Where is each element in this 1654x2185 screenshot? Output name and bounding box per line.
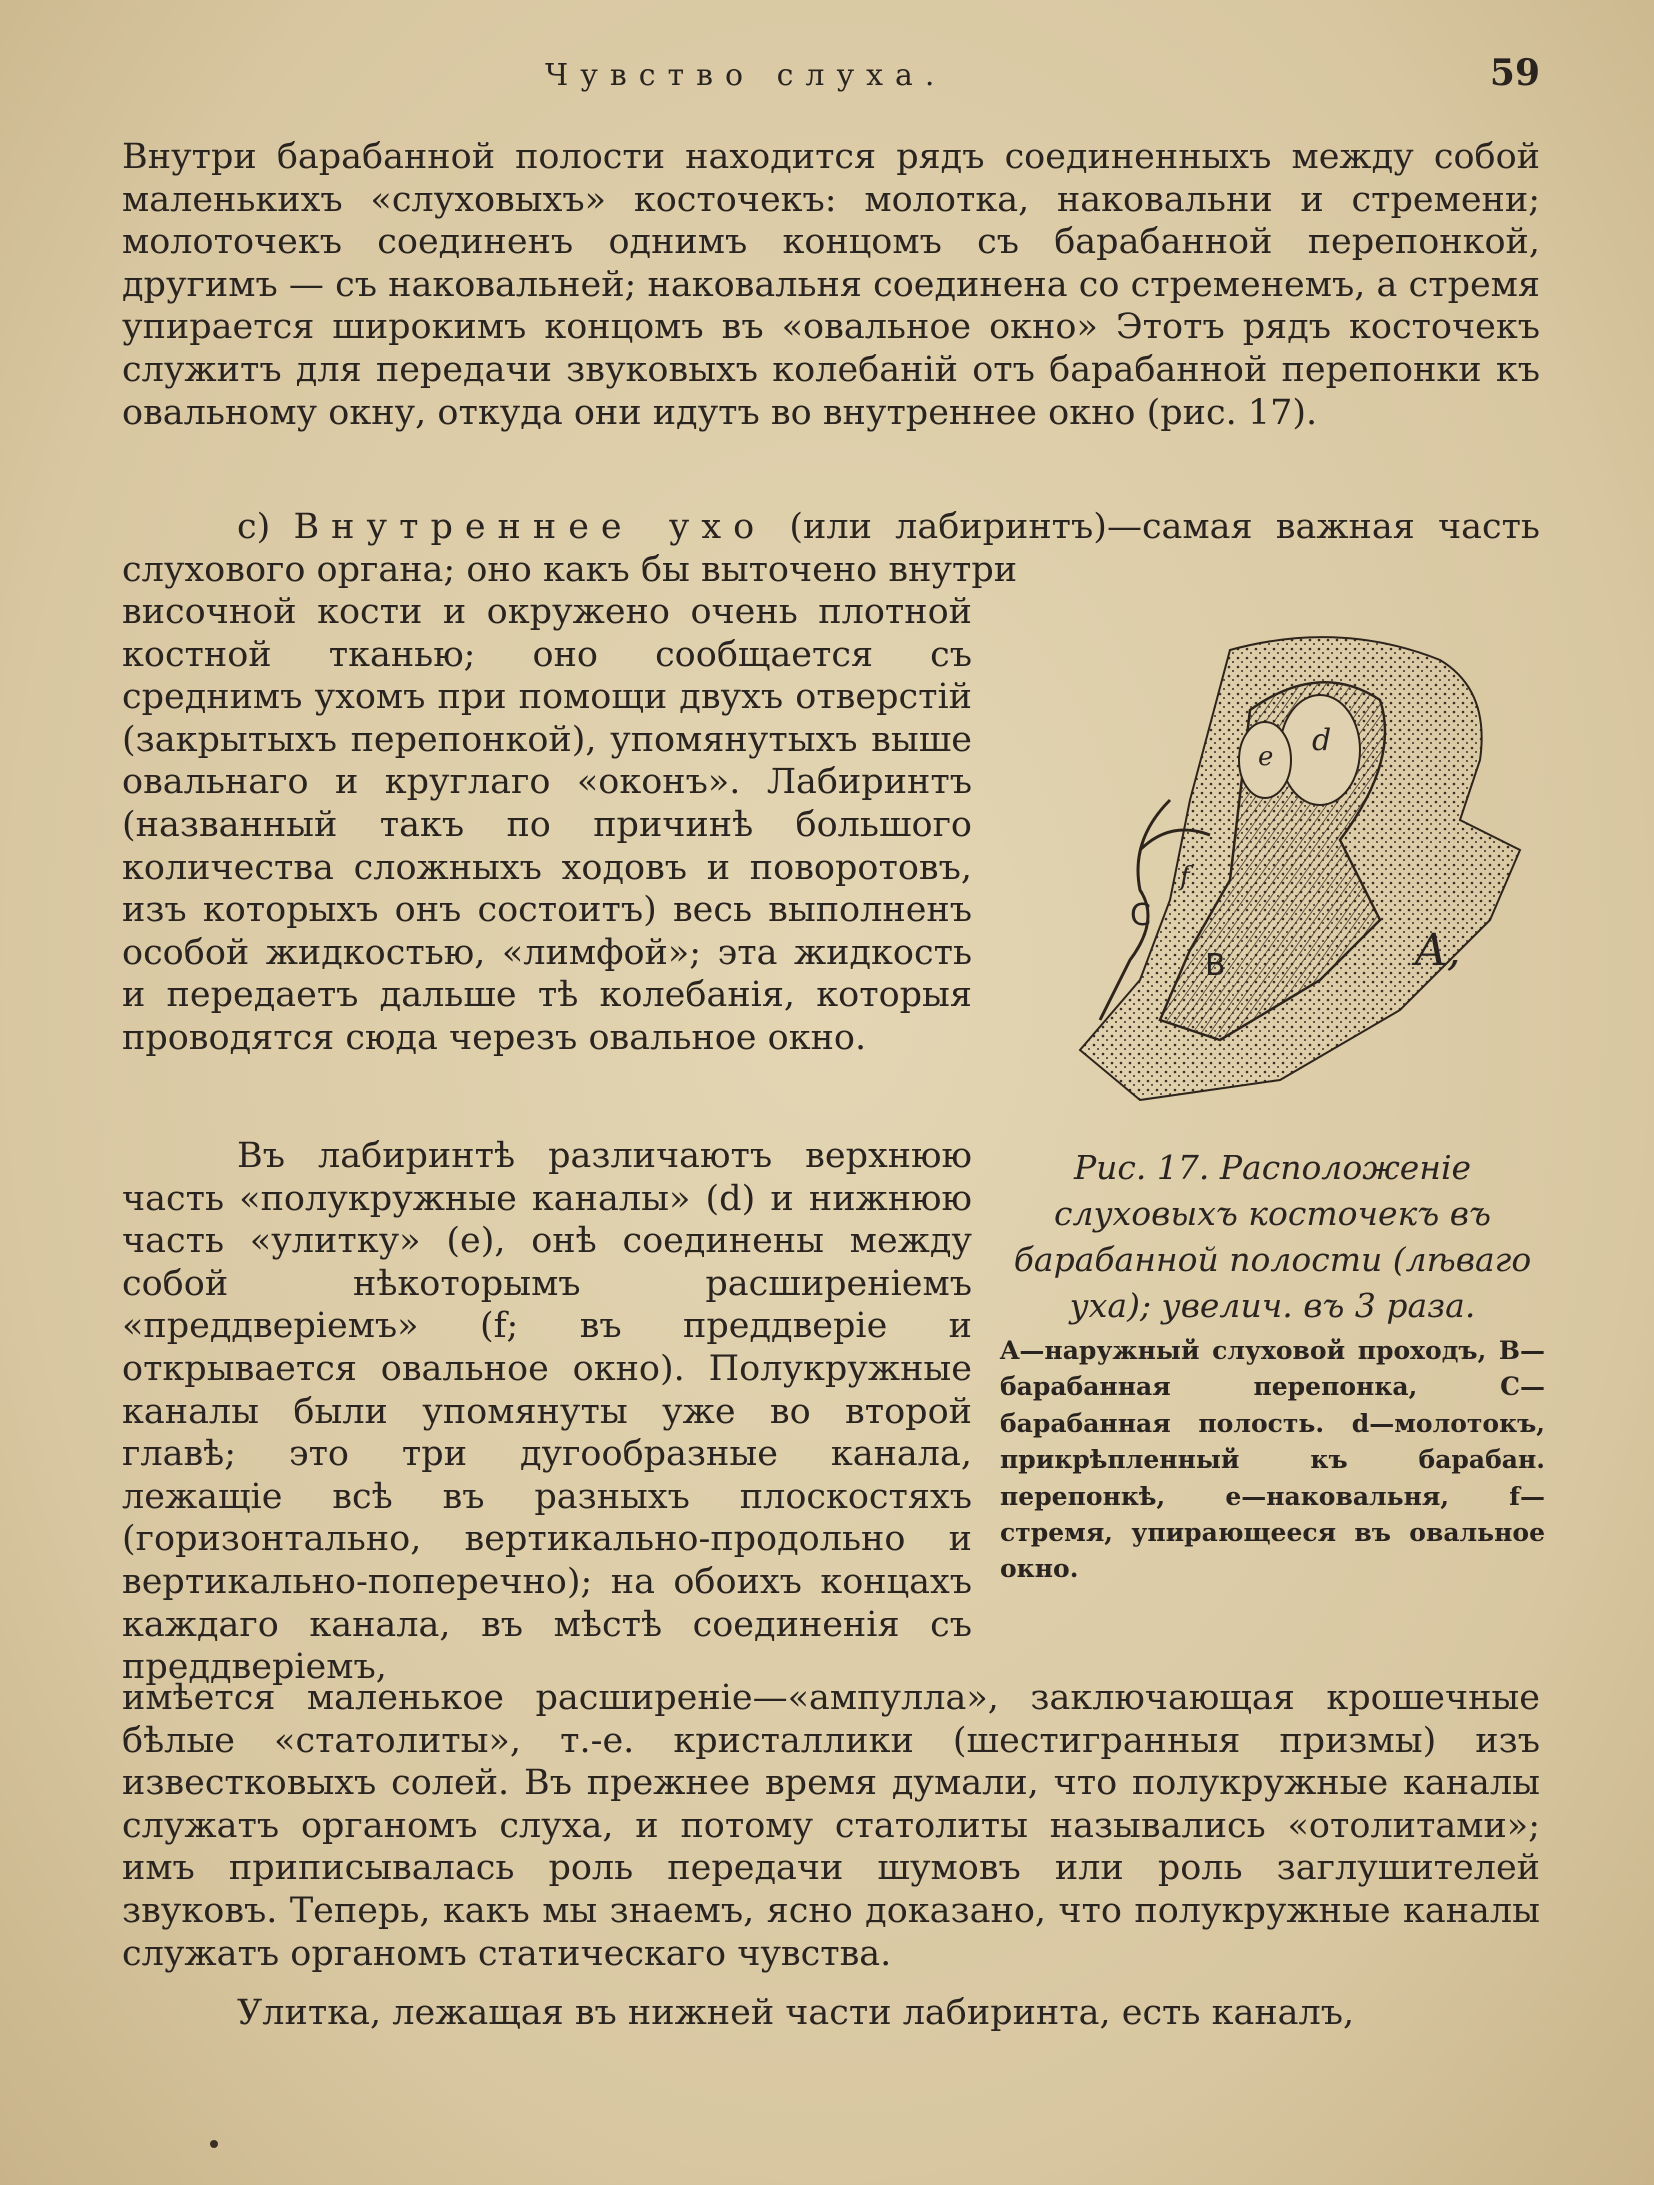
page-header bbox=[120, 52, 1540, 102]
label-e: e bbox=[1258, 742, 1274, 772]
section-label: c) bbox=[237, 507, 271, 547]
ear-illustration bbox=[1020, 620, 1540, 1120]
paragraph-inner-ear-body: височной кости и окружено очень плотной костной тканью; оно сообщается съ среднимъ ухомъ при помощи двухъ отверстій (закрытыхъ перепонкой), упомянутыхъ выше овальнаго и круглаго «оконъ». Лабиринтъ (названный такъ по причинѣ большого количества сложныхъ ходовъ и поворотовъ, изъ которыхъ онъ состоитъ) весь выполненъ особой жидкостью, «лимфой»; эта жидкость и передаетъ дальше тѣ колебанія, которыя проводятся сюда черезъ овальное окно. bbox=[122, 592, 972, 1058]
label-B: B bbox=[1205, 948, 1226, 983]
figure-caption-legend: A—наружный слуховой проходъ, B—барабанная перепонка, C—барабанная полость. d—молотокъ, прикрѣпленный къ барабан. перепонкѣ, e—наковальня, f—стремя, упирающееся въ овальное окно. bbox=[1000, 1336, 1545, 1584]
page-number: 59 bbox=[1489, 52, 1540, 94]
section-heading: Внутреннее ухо bbox=[293, 507, 767, 547]
label-C: C bbox=[1130, 898, 1151, 933]
label-d: d bbox=[1312, 723, 1332, 758]
paragraph-cochlea: Улитка, лежащая въ нижней части лабиринта, есть каналъ, bbox=[237, 1993, 1355, 2033]
paragraph-ossicles: Внутри барабанной полости находится рядъ соединенныхъ между собой маленькихъ «слуховыхъ» косточекъ: молотка, наковальни и стремени; молоточекъ соединенъ однимъ концомъ съ барабанной перепонкой, другимъ — съ наковальней; наковальня соединена со стременемъ, а стремя упирается широкимъ концомъ въ «овальное окно» Этотъ рядъ косточекъ служитъ для передачи звуковыхъ колебаній отъ барабанной перепонки къ овальному окну, откуда они идутъ во внутреннее окно (рис. 17). bbox=[122, 137, 1540, 433]
paragraph-statoliths: имѣется маленькое расширеніе—«ампулла», заключающая крошечные бѣлые «статолиты», т.-е. кристаллики (шестигранныя призмы) изъ известковыхъ солей. Въ прежнее время думали, что полукружные каналы служатъ органомъ слуха, и потому статолиты назывались «отолитами»; имъ приписывалась роль передачи шумовъ или роль заглушителей звуковъ. Теперь, какъ мы знаемъ, ясно доказано, что полукружные каналы служатъ органомъ статическаго чувства. bbox=[122, 1678, 1540, 1974]
paragraph-inner-ear-lead bbox=[122, 506, 1540, 591]
figure-caption-title: Рис. 17. Расположеніе слуховыхъ косточекъ въ барабанной полости (лѣваго уха); увелич. въ 3 раза. bbox=[1013, 1148, 1532, 1325]
section-lead-text: (или лабиринтъ)—самая важная часть слухового органа; оно какъ бы выточено внутри bbox=[122, 507, 1540, 590]
print-speck bbox=[210, 2140, 218, 2148]
label-A: A, bbox=[1415, 925, 1461, 976]
running-title: Чувство слуха. bbox=[545, 58, 947, 93]
paragraph-labyrinth-parts: Въ лабиринтѣ различаютъ верхнюю часть «полукружные каналы» (d) и нижнюю часть «улитку» (e), онѣ соединены между собой нѣкоторымъ расширеніемъ «преддверіемъ» (f; въ преддверіе и открывается овальное окно). Полукружные каналы были упомянуты уже во второй главѣ; это три дугообразные канала, лежащіе всѣ въ разныхъ плоскостяхъ (горизонтально, вертикально-продольно и вертикально-поперечно); на обоихъ концахъ каждаго канала, въ мѣстѣ соединенія съ преддверіемъ, bbox=[122, 1136, 972, 1688]
label-f: f bbox=[1180, 862, 1190, 892]
